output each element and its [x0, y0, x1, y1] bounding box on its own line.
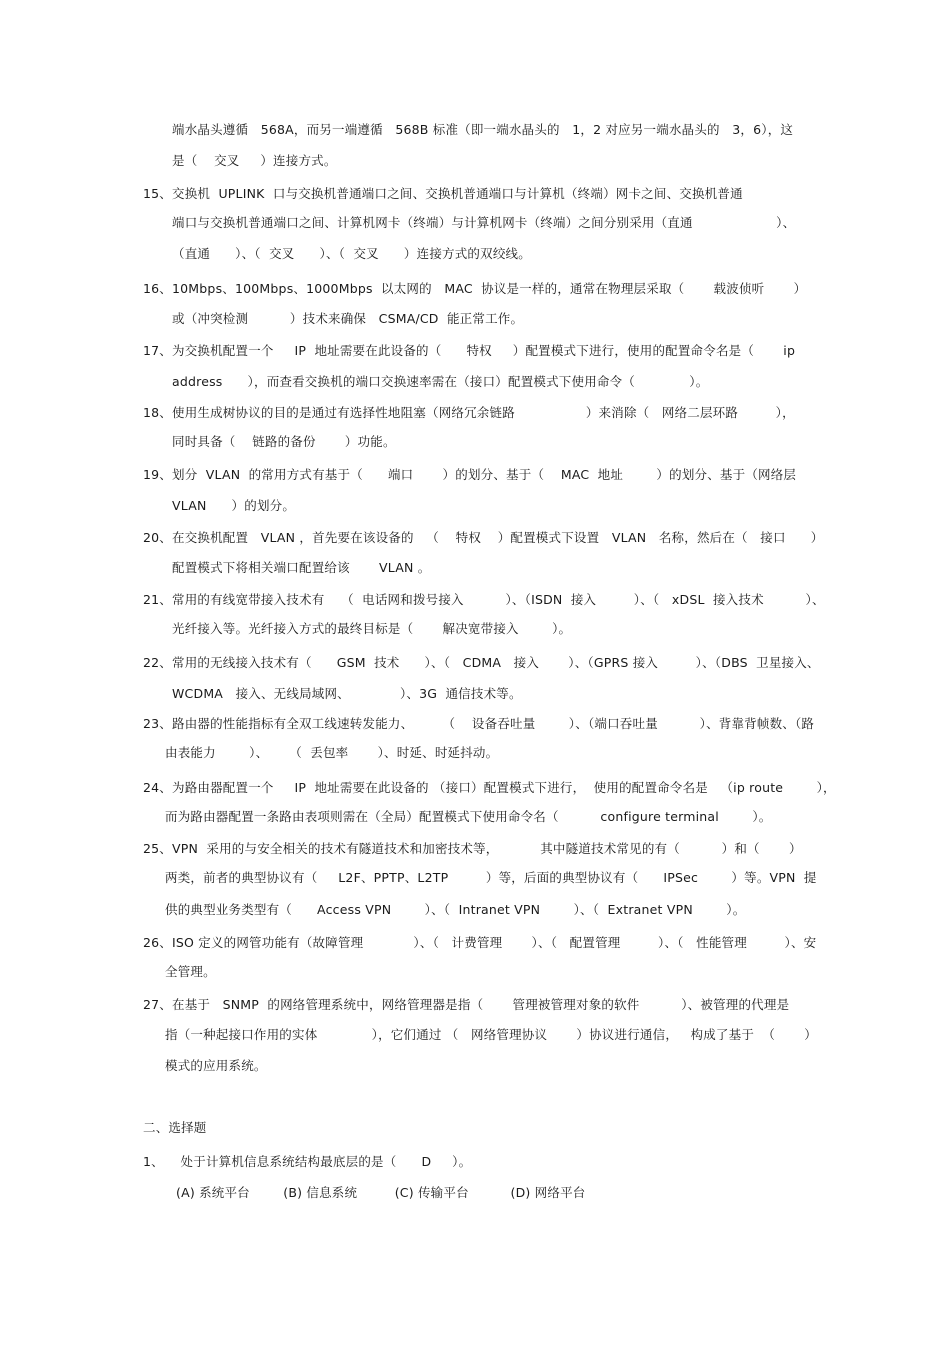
text-line: 21、常用的有线宽带接入技术有 （ 电话网和拨号接入 ）、（ISDN 接入 ）、（ xDSL 接入技术 ）、 [143, 592, 825, 607]
text-line: 同时具备（ 链路的备份 ）功能。 [172, 434, 396, 449]
text-line: 20、在交换机配置 VLAN ，首先要在该设备的 （ 特权 ）配置模式下设置 VLAN 名称，然后在（ 接口 ） [143, 530, 824, 545]
text-line: 22、常用的无线接入技术有（ GSM 技术 ）、（ CDMA 接入 ）、（GPRS 接入 ）、（DBS 卫星接入、 [143, 655, 820, 670]
text-line: 端水晶头遵循 568A，而另一端遵循 568B 标准（即一端水晶头的 1，2 对应另一端水晶头的 3，6），这 [172, 122, 794, 137]
text-line: 或（冲突检测 ）技术来确保 CSMA/CD 能正常工作。 [172, 311, 524, 326]
text-line: 全管理。 [165, 964, 216, 979]
text-line: 15、交换机 UPLINK 口与交换机普通端口之间、交换机普通端口与计算机（终端）网卡之间、交换机普通 [143, 186, 743, 201]
text-line: 由表能力 ）、 （ 丢包率 ）、时延、时延抖动。 [165, 745, 499, 760]
text-line: 两类，前者的典型协议有（ L2F、PPTP、L2TP ）等，后面的典型协议有（ IPSec ）等。VPN 提 [165, 870, 817, 885]
text-line: 26、ISO 定义的网管功能有（故障管理 ）、（ 计费管理 ）、（ 配置管理 ）、（ 性能管理 ）、安 [143, 935, 817, 950]
text-line: VLAN ）的划分。 [172, 498, 296, 513]
text-line: 16、10Mbps、100Mbps、1000Mbps 以太网的 MAC 协议是一样的，通常在物理层采取（ 载波侦听 ） [143, 281, 807, 296]
text-line: 供的典型业务类型有（ Access VPN ）、（ Intranet VPN ）、（ Extranet VPN ）。 [165, 902, 746, 917]
text-line: 18、使用生成树协议的目的是通过有选择性地阻塞（网络冗余链路 ）来消除（ 网络二层环路 ）， [143, 405, 795, 420]
text-line: 配置模式下将相关端口配置给该 VLAN 。 [172, 560, 431, 575]
text-line: 25、VPN 采用的与安全相关的技术有隧道技术和加密技术等， 其中隧道技术常见的有（ ）和（ ） [143, 841, 802, 856]
text-line: 光纤接入等。光纤接入方式的最终目标是（ 解决宽带接入 ）。 [172, 621, 572, 636]
text-line: 24、为路由器配置一个 IP 地址需要在此设备的 （接口）配置模式下进行， 使用的配置命令名是 （ip route ）， [143, 780, 836, 795]
section-heading: 二、选择题 [143, 1120, 207, 1135]
text-line: 模式的应用系统。 [165, 1058, 267, 1073]
answer-options: (A) 系统平台 (B) 信息系统 (C) 传输平台 (D) 网络平台 [176, 1185, 586, 1200]
text-line: WCDMA 接入、无线局域网、 ）、3G 通信技术等。 [172, 686, 522, 701]
text-line: 1、 处于计算机信息系统结构最底层的是（ D ）。 [143, 1154, 472, 1169]
text-line: 指（一种起接口作用的实体 ），它们通过 （ 网络管理协议 ）协议进行通信， 构成了基于 （ ） [165, 1027, 817, 1042]
text-line: 19、划分 VLAN 的常用方式有基于（ 端口 ）的划分、基于（ MAC 地址 ）的划分、基于（网络层 [143, 467, 797, 482]
text-line: 23、路由器的性能指标有全双工线速转发能力、 （ 设备吞吐量 ）、（端口吞吐量 ）、背靠背帧数、（路 [143, 716, 815, 731]
text-line: （直通 ）、（ 交叉 ）、（ 交叉 ）连接方式的双绞线。 [172, 246, 531, 261]
text-line: 17、为交换机配置一个 IP 地址需要在此设备的（ 特权 ）配置模式下进行，使用的配置命令名是（ ip [143, 343, 796, 358]
text-line: 端口与交换机普通端口之间、计算机网卡（终端）与计算机网卡（终端）之间分别采用（直通 ）、 [172, 215, 796, 230]
text-line: 而为路由器配置一条路由表项则需在（全局）配置模式下使用命令名（ configure terminal ）。 [165, 809, 772, 824]
text-line: address ），而查看交换机的端口交换速率需在（接口）配置模式下使用命令（ ）。 [172, 374, 709, 389]
text-line: 27、在基于 SNMP 的网络管理系统中，网络管理器是指（ 管理被管理对象的软件 ）、被管理的代理是 [143, 997, 790, 1012]
text-line: 是（ 交叉 ）连接方式。 [172, 153, 337, 168]
